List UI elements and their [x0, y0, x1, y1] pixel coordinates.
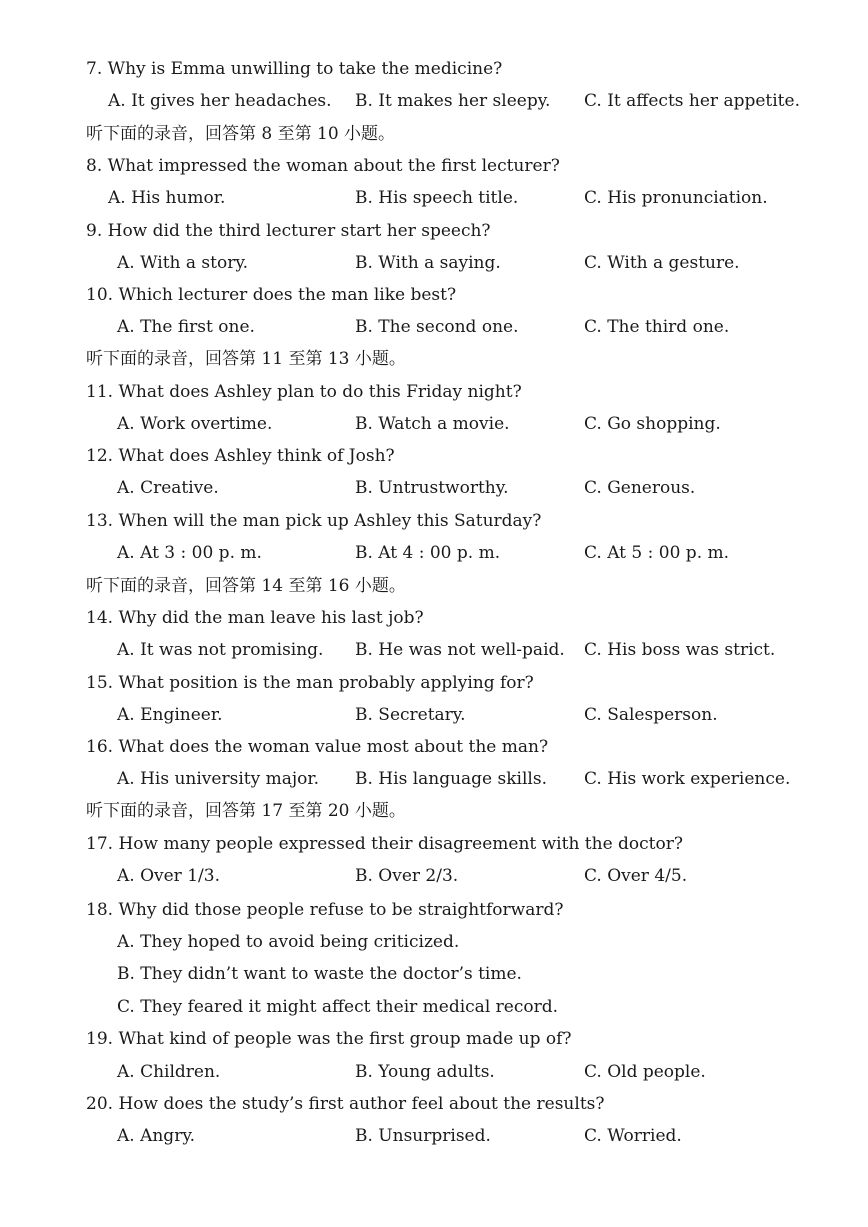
- options-row: [0, 538, 868, 568]
- question-row: [0, 895, 868, 925]
- question-stem: 13. When will the man pick up Ashley this Saturday?: [86, 511, 542, 531]
- question-stem: 15. What position is the man probably applying for?: [86, 673, 534, 693]
- answer-option: C. They feared it might affect their medical record.: [117, 997, 559, 1017]
- question-stem: 14. Why did the man leave his last job?: [86, 608, 424, 628]
- question-stem: 20. How does the study’s first author feel about the results?: [86, 1094, 605, 1114]
- question-stem: 7. Why is Emma unwilling to take the medicine?: [86, 59, 503, 79]
- answer-option: B. They didn’t want to waste the doctor’s time.: [117, 964, 522, 984]
- options-row: [0, 700, 868, 730]
- question-stem: 8. What impressed the woman about the first lecturer?: [86, 156, 560, 176]
- answer-option-c: C. Over 4/5.: [584, 866, 688, 886]
- answer-option-line: [0, 927, 868, 957]
- options-row: [0, 861, 868, 891]
- answer-option-c: C. At 5 : 00 p. m.: [584, 543, 730, 563]
- options-row: [0, 764, 868, 794]
- question-row: [0, 506, 868, 536]
- answer-option: A. They hoped to avoid being criticized.: [117, 932, 460, 952]
- options-row: [0, 635, 868, 665]
- answer-option-b: B. Unsurprised.: [355, 1126, 491, 1146]
- answer-option-b: B. Secretary.: [355, 705, 466, 725]
- answer-option-c: C. His pronunciation.: [584, 188, 768, 208]
- section-heading-row: [0, 796, 868, 826]
- answer-option-a: A. Work overtime.: [117, 414, 273, 434]
- question-stem: 12. What does Ashley think of Josh?: [86, 446, 395, 466]
- section-heading: 听下面的录音，回答第 14 至第 16 小题。: [86, 576, 406, 596]
- options-row: [0, 183, 868, 213]
- answer-option-c: C. Generous.: [584, 478, 696, 498]
- answer-option-a: A. Angry.: [117, 1126, 196, 1146]
- question-stem: 9. How did the third lecturer start her speech?: [86, 221, 491, 241]
- options-row: [0, 86, 868, 116]
- question-row: [0, 54, 868, 84]
- section-heading: 听下面的录音，回答第 17 至第 20 小题。: [86, 801, 406, 821]
- question-stem: 18. Why did those people refuse to be straightforward?: [86, 900, 564, 920]
- answer-option-a: A. Creative.: [117, 478, 219, 498]
- answer-option-b: B. At 4 : 00 p. m.: [355, 543, 501, 563]
- answer-option-b: B. His language skills.: [355, 769, 547, 789]
- answer-option-a: A. His university major.: [117, 769, 320, 789]
- question-stem: 11. What does Ashley plan to do this Friday night?: [86, 382, 522, 402]
- question-row: [0, 151, 868, 181]
- question-row: [0, 1024, 868, 1054]
- answer-option-c: C. The third one.: [584, 317, 730, 337]
- answer-option-c: C. Worried.: [584, 1126, 682, 1146]
- section-heading: 听下面的录音，回答第 11 至第 13 小题。: [86, 349, 406, 369]
- answer-option-c: C. Old people.: [584, 1062, 706, 1082]
- answer-option-a: A. Over 1/3.: [117, 866, 220, 886]
- answer-option-a: A. At 3 : 00 p. m.: [117, 543, 262, 563]
- question-row: [0, 732, 868, 762]
- question-stem: 17. How many people expressed their disagreement with the doctor?: [86, 834, 683, 854]
- answer-option-a: A. His humor.: [108, 188, 226, 208]
- answer-option-a: A. It was not promising.: [117, 640, 324, 660]
- question-stem: 10. Which lecturer does the man like best?: [86, 285, 457, 305]
- options-row: [0, 473, 868, 503]
- answer-option-c: C. Salesperson.: [584, 705, 718, 725]
- options-row: [0, 1057, 868, 1087]
- section-heading-row: [0, 119, 868, 149]
- question-row: [0, 1089, 868, 1119]
- answer-option-c: C. Go shopping.: [584, 414, 721, 434]
- answer-option-b: B. The second one.: [355, 317, 519, 337]
- answer-option-b: B. Watch a movie.: [355, 414, 510, 434]
- options-row: [0, 248, 868, 278]
- section-heading: 听下面的录音，回答第 8 至第 10 小题。: [86, 124, 396, 144]
- question-row: [0, 441, 868, 471]
- answer-option-b: B. With a saying.: [355, 253, 501, 273]
- answer-option-a: A. With a story.: [117, 253, 249, 273]
- question-row: [0, 668, 868, 698]
- section-heading-row: [0, 344, 868, 374]
- question-row: [0, 216, 868, 246]
- answer-option-a: A. Engineer.: [117, 705, 223, 725]
- answer-option-a: A. The first one.: [117, 317, 255, 337]
- answer-option-a: A. It gives her headaches.: [108, 91, 332, 111]
- section-heading-row: [0, 571, 868, 601]
- answer-option-c: C. It affects her appetite.: [584, 91, 800, 111]
- answer-option-b: B. Over 2/3.: [355, 866, 459, 886]
- answer-option-b: B. Young adults.: [355, 1062, 495, 1082]
- question-row: [0, 829, 868, 859]
- answer-option-b: B. His speech title.: [355, 188, 519, 208]
- options-row: [0, 409, 868, 439]
- answer-option-line: [0, 992, 868, 1022]
- options-row: [0, 1121, 868, 1151]
- answer-option-b: B. Untrustworthy.: [355, 478, 509, 498]
- answer-option-c: C. With a gesture.: [584, 253, 740, 273]
- question-row: [0, 603, 868, 633]
- answer-option-c: C. His boss was strict.: [584, 640, 776, 660]
- question-row: [0, 280, 868, 310]
- question-row: [0, 377, 868, 407]
- answer-option-b: B. It makes her sleepy.: [355, 91, 551, 111]
- question-stem: 16. What does the woman value most about the man?: [86, 737, 549, 757]
- answer-option-line: [0, 959, 868, 989]
- answer-option-c: C. His work experience.: [584, 769, 791, 789]
- answer-option-a: A. Children.: [117, 1062, 221, 1082]
- options-row: [0, 312, 868, 342]
- question-stem: 19. What kind of people was the first group made up of?: [86, 1029, 572, 1049]
- answer-option-b: B. He was not well-paid.: [355, 640, 565, 660]
